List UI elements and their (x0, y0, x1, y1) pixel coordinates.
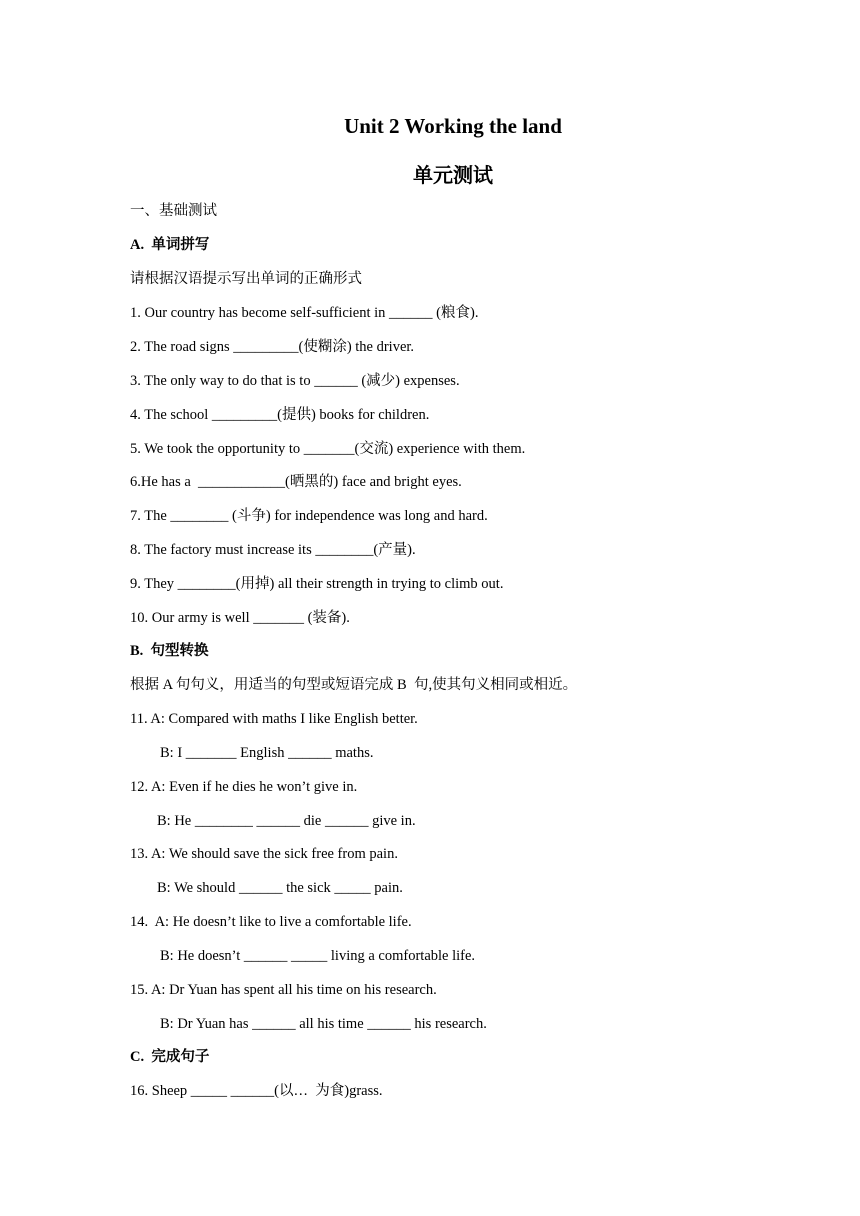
section-heading: 一、基础测试 (130, 203, 217, 219)
answer-line: B: Dr Yuan has ______ all his time ______ his research. (160, 1016, 487, 1032)
question-item: 8. The factory must increase its ________(产量). (130, 542, 416, 558)
part-a-instruction: 请根据汉语提示写出单词的正确形式 (130, 271, 362, 287)
document-subtitle: 单元测试 (413, 163, 493, 187)
question-item: 14. A: He doesn’t like to live a comfortable life. (130, 914, 412, 930)
answer-line: B: He ________ ______ die ______ give in. (157, 813, 416, 829)
answer-line: B: I _______ English ______ maths. (160, 745, 374, 761)
part-b-heading: B. 句型转换 (130, 643, 209, 659)
part-a-heading: A. 单词拼写 (130, 237, 210, 253)
part-c-heading: C. 完成句子 (130, 1049, 210, 1065)
question-item: 3. The only way to do that is to ______ (减少) expenses. (130, 373, 460, 389)
answer-line: B: We should ______ the sick _____ pain. (157, 880, 403, 896)
part-b-instruction: 根据 A 句句义，用适当的句型或短语完成 B 句,使其句义相同或相近。 (130, 677, 578, 693)
question-item: 2. The road signs _________(使糊涂) the driver. (130, 339, 415, 355)
question-item: 11. A: Compared with maths I like English better. (130, 711, 418, 727)
question-item: 5. We took the opportunity to _______(交流) experience with them. (130, 441, 526, 457)
question-item: 6.He has a ____________(晒黑的) face and bright eyes. (130, 474, 462, 490)
question-item: 4. The school _________(提供) books for children. (130, 407, 430, 423)
question-item: 7. The ________ (斗争) for independence was long and hard. (130, 508, 488, 524)
question-item: 12. A: Even if he dies he won’t give in. (130, 779, 358, 795)
question-item: 1. Our country has become self-sufficient in ______ (粮食). (130, 305, 479, 321)
question-item: 9. They ________(用掉) all their strength in trying to climb out. (130, 576, 504, 592)
question-item: 13. A: We should save the sick free from pain. (130, 846, 398, 862)
question-item: 10. Our army is well _______ (装备). (130, 610, 350, 626)
document-title: Unit 2 Working the land (344, 114, 562, 138)
question-item: 16. Sheep _____ ______(以… 为食)grass. (130, 1083, 383, 1099)
answer-line: B: He doesn’t ______ _____ living a comfortable life. (160, 948, 476, 964)
question-item: 15. A: Dr Yuan has spent all his time on his research. (130, 982, 437, 998)
